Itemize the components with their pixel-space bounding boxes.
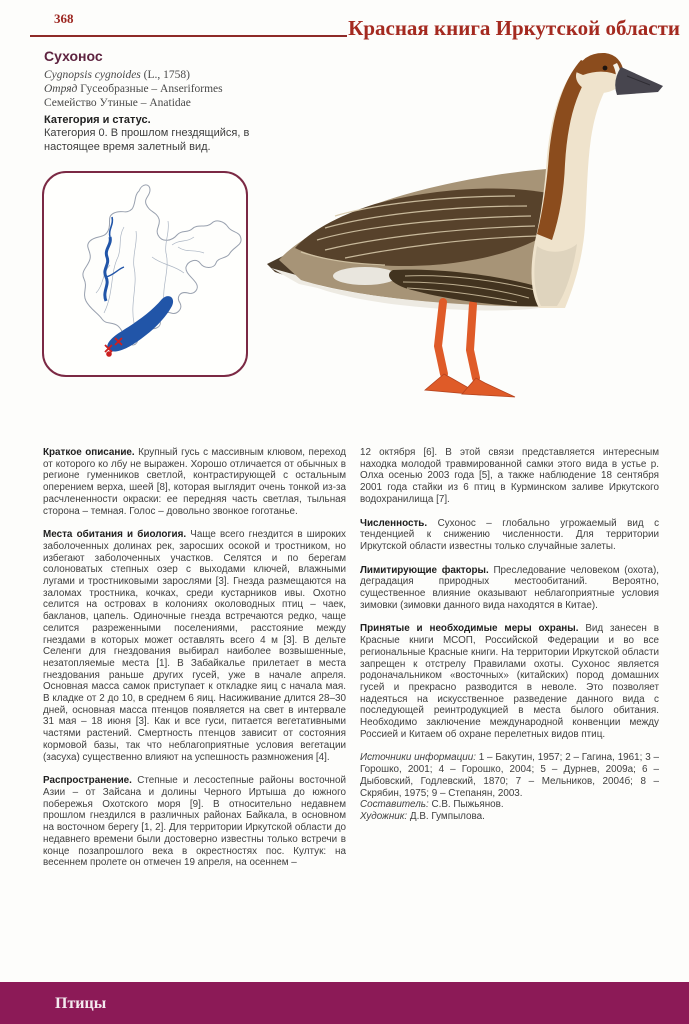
section-limiting bbox=[360, 565, 659, 612]
species-authority: (L., 1758) bbox=[140, 69, 190, 81]
species-name: Сухонос bbox=[44, 48, 103, 64]
footer-bar bbox=[0, 982, 689, 1024]
section-protection-heading: Принятые и необходимые меры охраны. bbox=[360, 623, 579, 635]
section-population-text: Сухонос – глобально угрожаемый вид с тенденцией к снижению численности. Для территории Иркутской области известны только случайные залеты. bbox=[360, 517, 660, 552]
compiler-value: С.В. Пыжьянов. bbox=[428, 799, 504, 811]
section-description bbox=[43, 447, 346, 517]
section-habitat bbox=[43, 529, 346, 763]
section-distribution-continued: 12 октября [6]. В этой связи представляется интересным находка молодой травмированной самки этого вида в устье р. Олха осенью 2003 года [5], а также наблюдение 18 сентября 2001 года стайки из 6 птиц в Курминском заливе Иркутского водохранилища [7]. bbox=[360, 447, 659, 505]
category-text: Категория 0. В прошлом гнездящийся, в настоящее время залетный вид. bbox=[44, 127, 250, 153]
artist-value: Д.В. Гумпылова. bbox=[407, 810, 485, 822]
section-habitat-text: Чаще всего гнездится в широких заболоченных долинах рек, заросших осокой и тростником, но избегают заболоченных участков. Селятся и по берегам солоноватых степных озер с выходами ключей, влажными лугами и тростниковыми зарослями [3]. Гнезда размещаются на заломах тростника, кочках, среди кустарников ивы. Охотно селится на островах в колониях околоводных птиц – чаек, бакланов, цапель. Одиночные гнезда встречаются редко, чаще селится разреженными поселениями, расстояние между гнездами в которых может оставлять всего 4 м [3]. В дельте Селенги для гнездования выбирал наиболее возвышенные, незатопляемые места [1]. В Забайкалье прилетает в места гнездования раньше других гусей, уже в начале апреля. Основная масса самок приступает к откладке яиц с начала мая. В кладке от 2 до 10, в среднем 6 яиц. Насиживание длится 28–30 дней, основная масса птенцов появляется на свет в интервале 31 мая – 18 июня [3]. Как и все гуси, питается вегетативными частями растений. Смертность птенцов зависит от состояния кормовой базы, так что неблагоприятные условия вегетации (засуха) существенно влияют на успешность размножения [4]. bbox=[43, 529, 346, 763]
order-value: Гусеобразные – Anseriformes bbox=[77, 83, 223, 95]
section-limiting-text: Преследование человеком (охота), деградация природных местообитаний. Вероятно, существенное влияние оказывают неблагоприятные условия зимовки (зимовки данного вида находятся в Китае). bbox=[360, 564, 659, 611]
range-map-image bbox=[44, 173, 244, 373]
section-description-heading: Краткое описание. bbox=[43, 447, 135, 458]
species-latin-name: Cygnopsis cygnoides bbox=[44, 69, 141, 81]
species-info-block bbox=[44, 48, 294, 154]
section-distribution-text: Степные и лесостепные районы восточной Азии – от Зайсана и долины Черного Иртыша до южного побережья Охотского моря [9]. В относительно недавнем прошлом гнездился в различных районах Байкала, в основном на восточном берегу [1, 2]. Для территории Иркутской области до недавнего времени были достоверно известны только встречи в конце позапрошлого века в окрестностях пос. Култук: на весеннем пролете он отмечен 19 апреля, на осеннем – bbox=[43, 775, 346, 869]
section-population-heading: Численность. bbox=[360, 517, 428, 529]
species-latin-line bbox=[44, 68, 294, 82]
species-order-line bbox=[44, 82, 294, 96]
credits-block bbox=[360, 752, 659, 822]
sources-text: 1 – Бакутин, 1957; 2 – Гагина, 1961; 3 – Горошко, 2001; 4 – Горошко, 2004; 5 – Дурнев, 2009а; 6 – Дыбовский, Годлевский, 1870; 7 – Мельников, 2004б; 8 – Скрябин, 1975; 9 – Степанян, 2003. bbox=[360, 752, 659, 799]
category-heading: Категория и статус. bbox=[44, 114, 151, 126]
footer-section-title: Птицы bbox=[55, 995, 107, 1012]
section-population bbox=[360, 518, 659, 553]
section-distribution bbox=[43, 775, 346, 869]
sources-line bbox=[360, 752, 659, 799]
section-limiting-heading: Лимитирующие факторы. bbox=[360, 564, 489, 576]
text-column-right bbox=[360, 447, 659, 823]
section-description-text: Крупный гусь с массивным клювом, переход от которого ко лбу не выражен. Хорошо отличается от обычных в регионе гуменников светлой, контрастирующей с остальным оперением верха, шеей [8], которая выглядит очень тонкой из-за расчлененности окраски: ее передняя часть светлая, тыльная сторона – темная. Голос – довольно звонкое гоготанье. bbox=[43, 447, 347, 517]
artist-label: Художник: bbox=[360, 810, 408, 822]
section-distribution-heading: Распространение. bbox=[43, 775, 132, 787]
section-protection bbox=[360, 623, 659, 740]
goose-image bbox=[265, 46, 689, 446]
page-number: 368 bbox=[54, 11, 74, 26]
range-dot bbox=[106, 351, 112, 357]
compiler-label: Составитель: bbox=[360, 799, 429, 811]
order-label: Отряд bbox=[44, 83, 78, 95]
header-rule bbox=[30, 35, 347, 37]
text-column-left bbox=[43, 447, 346, 881]
book-title: Красная книга Иркутской области bbox=[348, 16, 680, 40]
artist-line bbox=[360, 811, 659, 823]
compiler-line bbox=[360, 799, 659, 811]
range-map bbox=[42, 171, 248, 377]
section-protection-text: Вид занесен в Красные книги МСОП, Российской Федерации и во все региональные Красные книги. На территории Иркутской области запрещен к отстрелу Правилами охоты. Сухонос является родоначальником «восточных» (китайских) пород домашних гусей и прекрасно разводится в неволе. Это позволяет надеяться на искусственное разведение данного вида с последующей реинтродукцией в места былого обитания. Необходимо заключение международной конвенции между Россией и Китаем об охране перелетных видов птиц. bbox=[360, 623, 659, 740]
section-habitat-heading: Места обитания и биология. bbox=[43, 529, 187, 541]
sources-label: Источники информации: bbox=[360, 752, 476, 764]
species-family-line: Семейство Утиные – Anatidae bbox=[44, 97, 191, 109]
swan-goose-illustration bbox=[265, 46, 689, 446]
